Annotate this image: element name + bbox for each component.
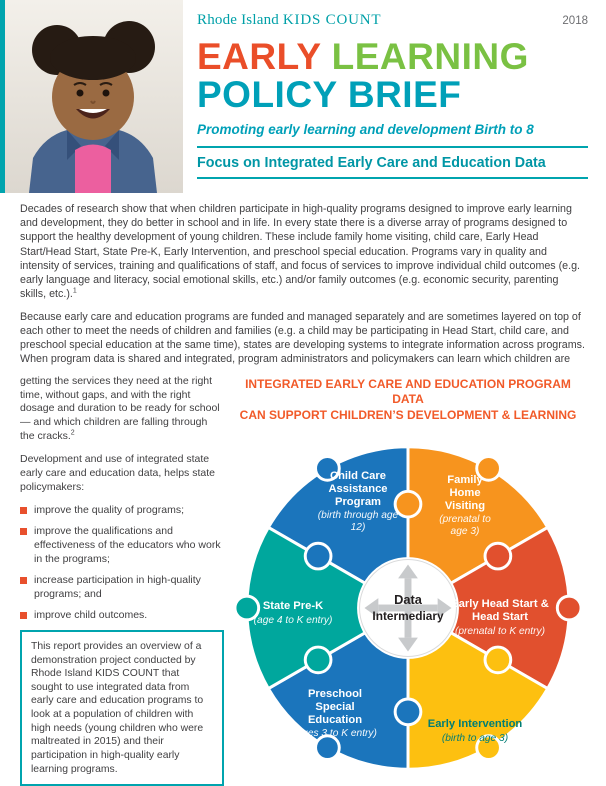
- puzzle-knob: [485, 543, 511, 569]
- puzzle-knob: [305, 647, 331, 673]
- title-word-early: EARLY: [197, 36, 321, 77]
- intro-section: [0, 193, 606, 367]
- puzzle-label-family-home-visiting: Family Home Visiting (prenatal to age 3): [439, 474, 491, 537]
- puzzle-label-child-care-assistance: Child Care Assistance Program (birth through age 12): [317, 470, 399, 533]
- bullet-square-icon: [20, 577, 27, 584]
- bullet-square-icon: [20, 612, 27, 619]
- list-item: improve the qualifications and effectiveness of the educators who work in the programs;: [20, 525, 224, 567]
- child-photo: [5, 0, 183, 193]
- child-photo-illustration: [5, 0, 183, 193]
- footnote-marker-2: 2: [70, 429, 75, 437]
- puzzle-knob: [485, 647, 511, 673]
- policy-bullet-list: [20, 504, 224, 623]
- masthead-text: [183, 0, 606, 193]
- puzzle-label-early-intervention: Early Intervention (birth to age 3): [427, 718, 523, 744]
- hub-label-data: Data: [394, 592, 422, 608]
- left-column: [20, 375, 224, 786]
- brand-logo-text: Rhode Island KIDS COUNT: [197, 12, 382, 28]
- list-item: improve child outcomes.: [20, 609, 224, 623]
- title-line-policy-brief: POLICY BRIEF: [197, 74, 462, 116]
- puzzle-label-early-head-start: Early Head Start & Head Start (prenatal to K entry): [451, 598, 549, 637]
- focus-banner: Focus on Integrated Early Care and Education Data: [197, 146, 588, 179]
- title-word-learning: LEARNING: [331, 36, 529, 77]
- subtitle: Promoting early learning and development Birth to 8: [197, 121, 534, 137]
- bullets-intro: Development and use of integrated state early care and education data, helps state policymakers:: [20, 453, 215, 494]
- puzzle-diagram: [230, 430, 586, 786]
- footnote-marker-1: 1: [72, 287, 77, 295]
- report-overview-box: This report provides an overview of a demonstration project conducted by Rhode Island KIDS COUNT that sought to use integrated data from early care and education programs to look at a population of children with high needs (young children who were maltreated in 2015) and their participation in high-quality early learning programs.: [20, 630, 224, 786]
- list-item: increase participation in high-quality programs; and: [20, 574, 224, 602]
- bullet-square-icon: [20, 528, 27, 535]
- list-item: improve the quality of programs;: [20, 504, 224, 518]
- diagram-heading: INTEGRATED EARLY CARE AND EDUCATION PROGRAM DATA CAN SUPPORT CHILDREN’S DEVELOPMENT & LEARNING: [239, 376, 577, 423]
- continuation-paragraph: getting the services they need at the right time, without gaps, and with the right dosage and duration to be ready for school — and which children are falling through the cracks.$^2$: [20, 374, 220, 443]
- intro-paragraph-2: Because early care and education programs are funded and managed separately and are sometimes layered on top of each other to meet the needs of children and families (e.g. a child may be participating in Head Start, child care, and preschool special education at the same time), states are developing systems to integrate information across programs. When program data is shared and integrated, program administrators and policymakers can learn which children are: [20, 310, 585, 366]
- puzzle-knob: [305, 543, 331, 569]
- masthead: [0, 0, 606, 193]
- bullet-square-icon: [20, 507, 27, 514]
- intro-paragraph-1: Decades of research show that when children participate in high-quality programs designed to improve early learning and development, they do better in school and in life. In every state there is a diverse array of programs designed to support the healthy development of young children. These include family home visiting, child care, Early Head Start/Head Start, State Pre-K, Early Intervention, and preschool special education. Programs vary in quality and intensity of services, training and qualifications of staff, and focus of services to improve individual child outcomes (e.g. early language and literacy, social emotional skills, etc.) and/or family outcomes (e.g. economic security, parenting skills, etc.).$^1$: [20, 203, 580, 301]
- main-columns: [0, 375, 606, 786]
- year-label: 2018: [562, 15, 588, 27]
- right-column: [224, 375, 588, 786]
- puzzle-label-preschool-special-ed: Preschool Special Education (ages 3 to K entry): [293, 688, 377, 740]
- puzzle-label-state-prek: State Pre-K (age 4 to K entry): [253, 600, 333, 626]
- page-title: [197, 38, 588, 115]
- hub-label-intermediary: Intermediary: [372, 608, 444, 623]
